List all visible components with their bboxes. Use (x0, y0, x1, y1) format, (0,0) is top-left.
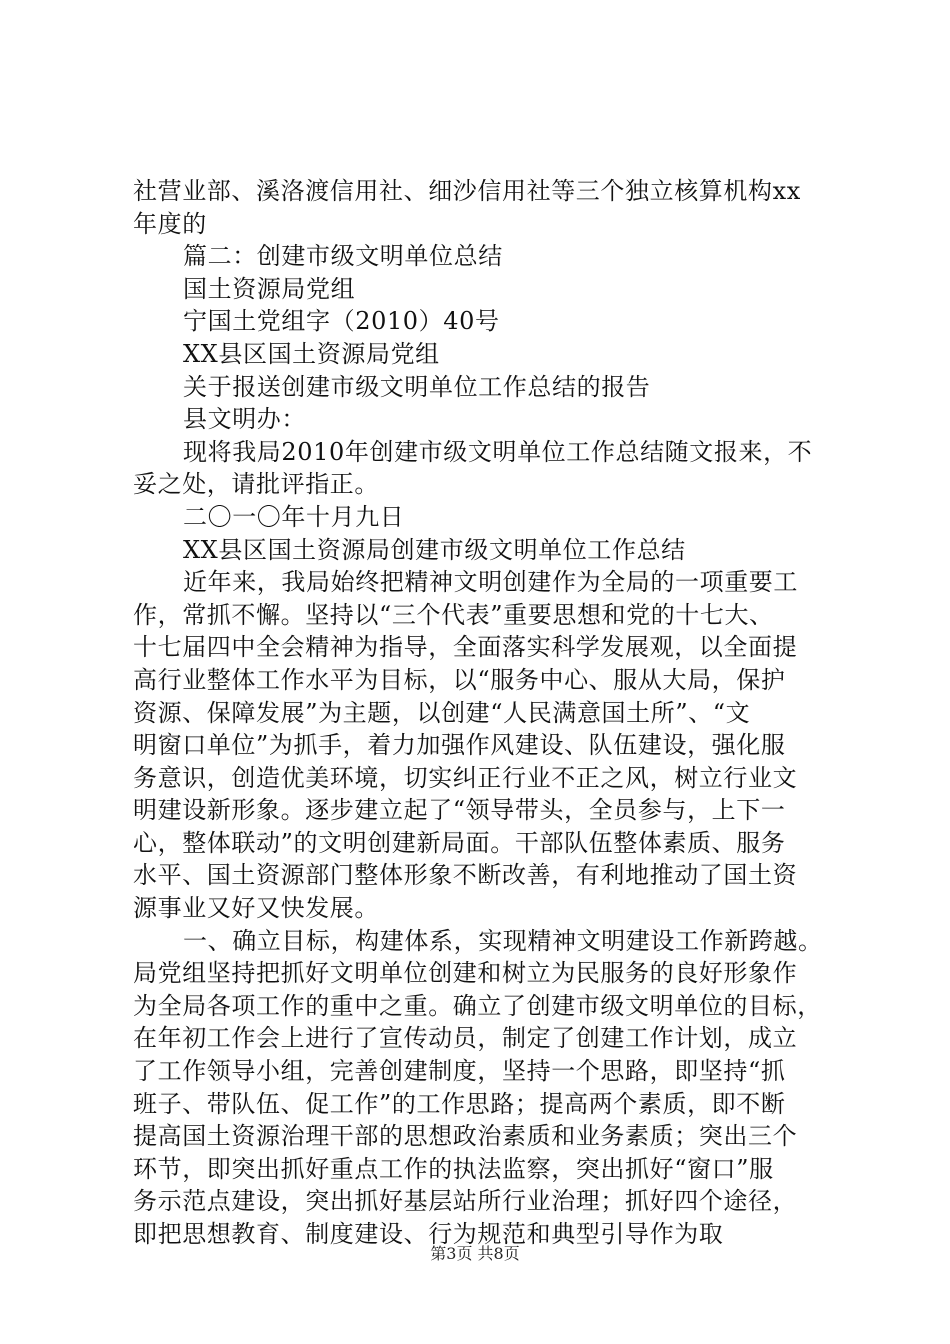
text-line: 年度的 (133, 209, 207, 238)
text-line: 明建设新形象。逐步建立起了“领导带头，全员参与，上下一 (133, 796, 786, 825)
report-title: 关于报送创建市级文明单位工作总结的报告 (183, 372, 651, 401)
text-line: 明窗口单位”为抓手，着力加强作风建设、队伍建设，强化服 (133, 731, 786, 760)
text-line: 国土资源局党组 (183, 274, 356, 303)
text-line: 在年初工作会上进行了宣传动员，制定了创建工作计划，成立 (133, 1024, 798, 1053)
text-line: 务意识，创造优美环境，切实纠正行业不正之风，树立行业文 (133, 763, 798, 792)
text-line: 即把思想教育、制度建设、行为规范和典型引导作为取 (133, 1220, 724, 1248)
document-date: 二〇一〇年十月九日 (183, 502, 405, 531)
text-line: XX县区国土资源局党组 (183, 339, 440, 368)
section-heading: 一、确立目标，构建体系，实现精神文明建设工作新跨越。 (183, 926, 823, 955)
text-line: 了工作领导小组，完善创建制度，坚持一个思路，即坚持“抓 (133, 1057, 786, 1086)
text-line: 近年来，我局始终把精神文明创建作为全局的一项重要工 (183, 568, 798, 597)
text-line: 为全局各项工作的重中之重。确立了创建市级文明单位的目标， (133, 991, 822, 1020)
text-line: 现将我局2010年创建市级文明单位工作总结随文报来，不 (183, 437, 813, 466)
text-line: 心，整体联动”的文明创建新局面。干部队伍整体素质、服务 (133, 828, 786, 857)
text-line: 环节，即突出抓好重点工作的执法监察，突出抓好“窗口”服 (133, 1154, 774, 1183)
document-body (133, 175, 833, 1251)
addressee: 县文明办： (183, 405, 306, 434)
text-line: 班子、带队伍、促工作”的工作思路；提高两个素质，即不断 (133, 1089, 786, 1118)
text-line: 源事业又好又快发展。 (133, 894, 379, 923)
text-line: 妥之处，请批评指正。 (133, 470, 379, 499)
document-number: 宁国土党组字（2010）40号 (183, 307, 500, 336)
section-heading: 篇二：创建市级文明单位总结 (183, 242, 503, 271)
text-line: 十七届四中全会精神为指导，全面落实科学发展观，以全面提 (133, 633, 798, 662)
text-line: 局党组坚持把抓好文明单位创建和树立为民服务的良好形象作 (133, 959, 798, 988)
page-number-footer: 第3页 共8页 (430, 1244, 520, 1263)
text-line: 社营业部、溪洛渡信用社、细沙信用社等三个独立核算机构xx (133, 177, 801, 205)
text-line: 提高国土资源治理干部的思想政治素质和业务素质；突出三个 (133, 1122, 798, 1151)
text-line: 高行业整体工作水平为目标，以“服务中心、服从大局，保护 (133, 665, 786, 694)
summary-title: XX县区国土资源局创建市级文明单位工作总结 (183, 535, 686, 564)
text-line: 水平、国土资源部门整体形象不断改善，有利地推动了国土资 (133, 861, 798, 890)
text-line: 务示范点建设，突出抓好基层站所行业治理；抓好四个途径， (133, 1187, 798, 1216)
text-line: 资源、保障发展”为主题，以创建“人民满意国土所”、“文 (133, 698, 751, 727)
text-line: 作，常抓不懈。坚持以“三个代表”重要思想和党的十七大、 (133, 600, 774, 629)
